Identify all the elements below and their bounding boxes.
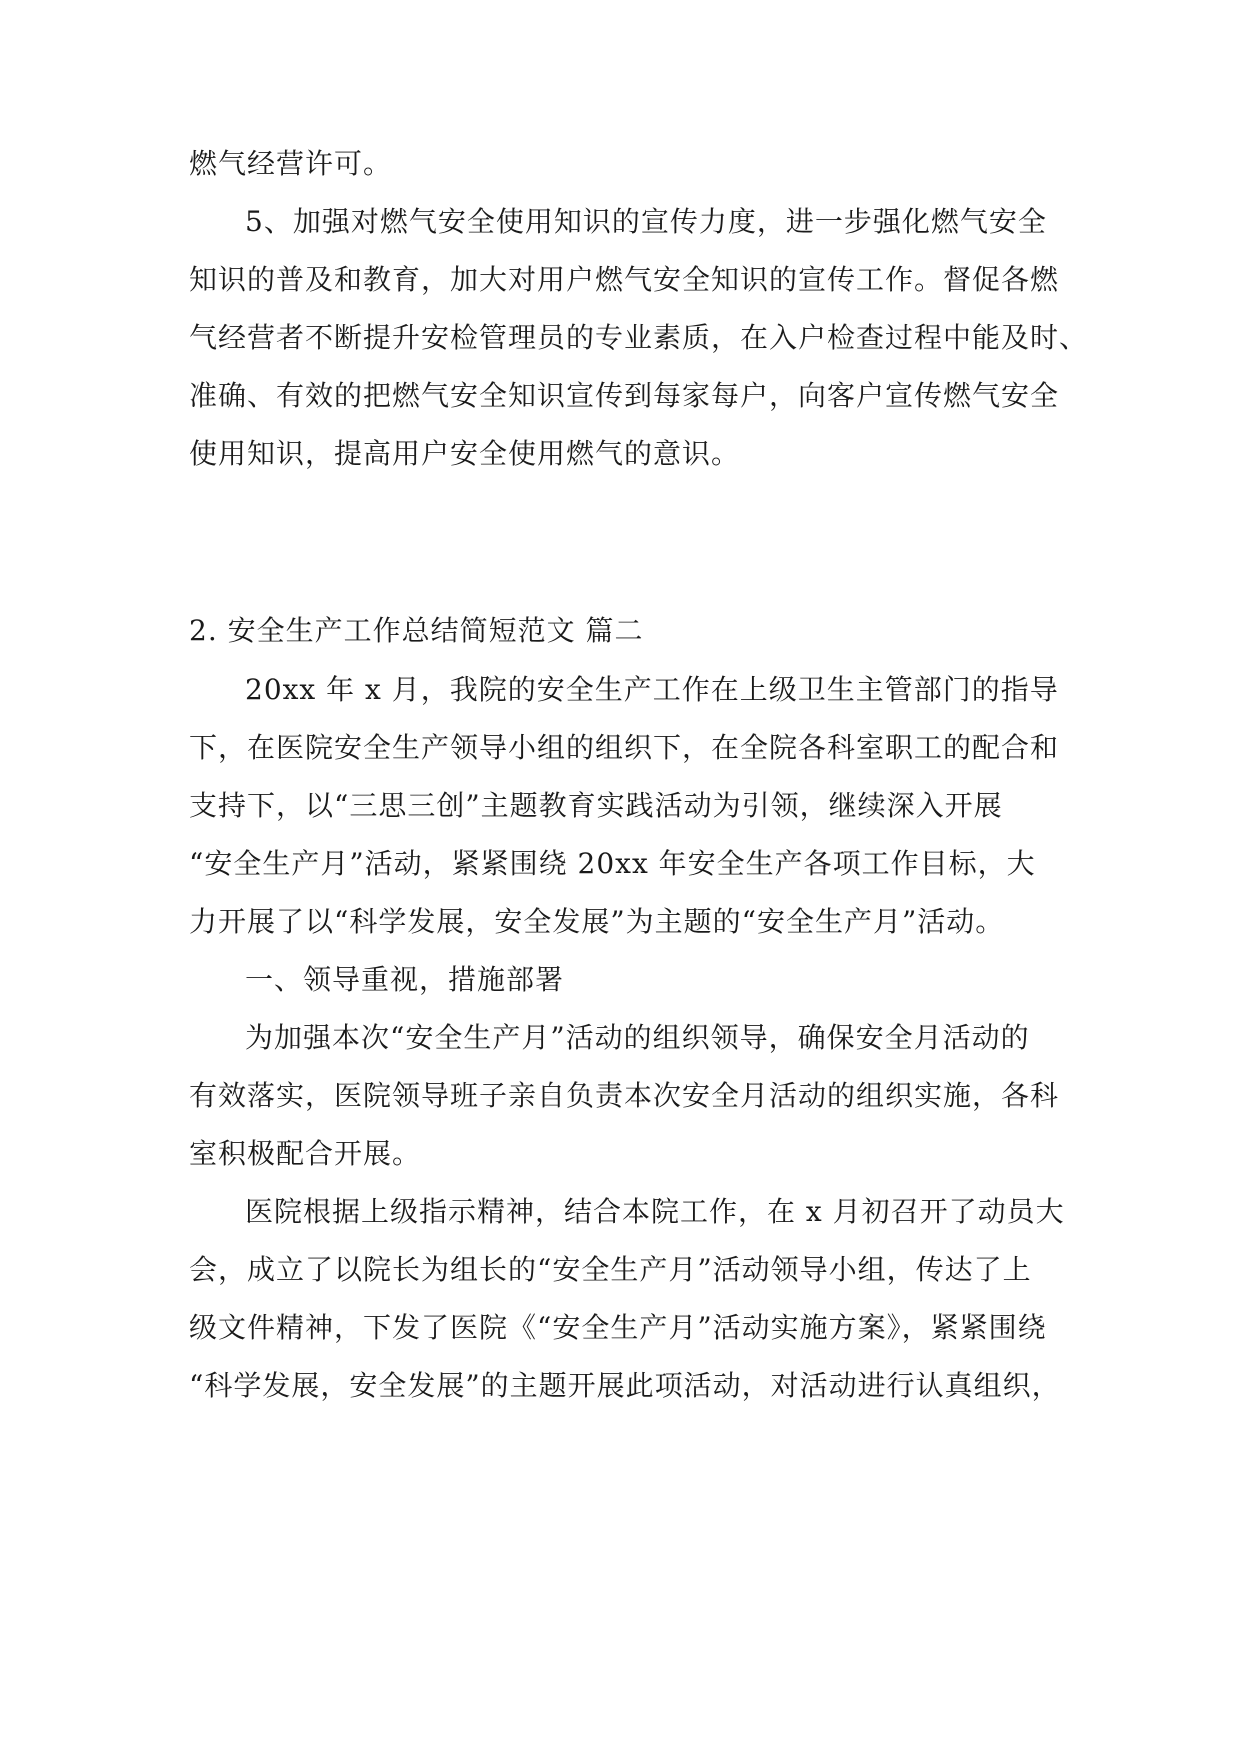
paragraph-line: 燃气经营许可。 (189, 147, 393, 180)
paragraph-line: 支持下，以“三思三创”主题教育实践活动为引领，继续深入开展 (189, 789, 1003, 822)
paragraph-line: 力开展了以“科学发展，安全发展”为主题的“安全生产月”活动。 (189, 905, 1005, 938)
paragraph-line: 气经营者不断提升安检管理员的专业素质，在入户检查过程中能及时、 (189, 321, 1089, 354)
paragraph-line: 准确、有效的把燃气安全知识宣传到每家每户，向客户宣传燃气安全 (189, 379, 1060, 412)
paragraph-line: 级文件精神，下发了医院《“安全生产月”活动实施方案》，紧紧围绕 (189, 1311, 1047, 1344)
paragraph-line: 下，在医院安全生产领导小组的组织下，在全院各科室职工的配合和 (189, 731, 1060, 764)
paragraph-line: 20xx 年 x 月，我院的安全生产工作在上级卫生主管部门的指导 (245, 673, 1059, 706)
paragraph-line: 使用知识，提高用户安全使用燃气的意识。 (189, 437, 741, 470)
paragraph-line: “安全生产月”活动，紧紧围绕 20xx 年安全生产各项工作目标，大 (189, 847, 1036, 880)
subsection-heading: 一、领导重视，措施部署 (245, 963, 565, 996)
paragraph-line: 知识的普及和教育，加大对用户燃气安全知识的宣传工作。督促各燃 (189, 263, 1060, 296)
section-heading: 2. 安全生产工作总结简短范文 篇二 (189, 614, 644, 647)
paragraph-line: 5、加强对燃气安全使用知识的宣传力度，进一步强化燃气安全 (245, 205, 1047, 238)
paragraph-line: 有效落实，医院领导班子亲自负责本次安全月活动的组织实施，各科 (189, 1079, 1060, 1112)
paragraph-line: 医院根据上级指示精神，结合本院工作，在 x 月初召开了动员大 (245, 1195, 1065, 1228)
paragraph-line: 为加强本次“安全生产月”活动的组织领导，确保安全月活动的 (245, 1021, 1030, 1054)
paragraph-line: 会，成立了以院长为组长的“安全生产月”活动领导小组，传达了上 (189, 1253, 1032, 1286)
paragraph-line: “科学发展，安全发展”的主题开展此项活动，对活动进行认真组织， (189, 1369, 1061, 1402)
paragraph-line: 室积极配合开展。 (189, 1137, 422, 1170)
